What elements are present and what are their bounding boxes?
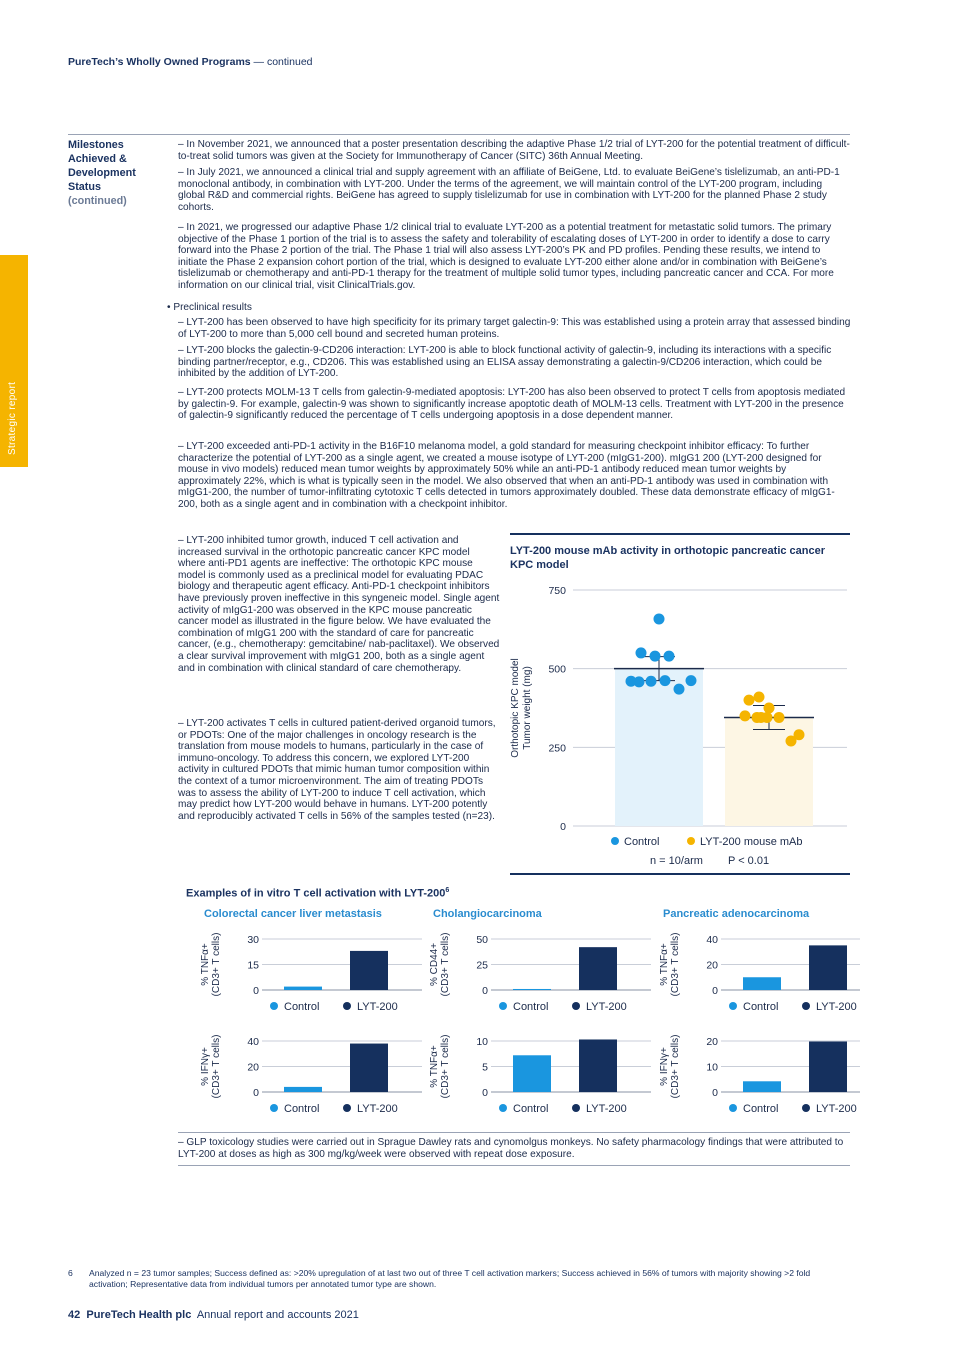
data-point: [636, 647, 647, 658]
data-point: [794, 729, 805, 740]
legend-lyt-swatch: [572, 1002, 580, 1010]
panel-heading: Cholangiocarcinoma: [433, 908, 542, 920]
y-tick-label: 0: [712, 985, 718, 997]
data-point: [740, 710, 751, 721]
page-header: [68, 56, 313, 68]
data-point: [674, 684, 685, 695]
paragraph-8: – LYT-200 inhibited tumor growth, induced T cell activation and increased survival in the orthotopic pancreatic cancer KPC model where anti-PD1 agents are ineffective: The orthotopic KPC mouse model is commonly used as a preclinical model for evaluating PDAC biology and therapeutic agent efficacy. Anti-PD-1 checkpoint inhibitors have previously proven ineffective in this syngeneic model. Single agent activity of mIgG1-200 was observed in the KPC mouse pancreatic cancer model as illustrated in the figure below. We have evaluated the combination of mIgG1 200 with the standard of care for pancreatic cancer, (e.g., chemotherapy: gemcitabine/ nab-paclitaxel). We observed a clear survival improvement with mIgG1 200, both as a single agent and in combination with clinical standard of care chemotherapy.: [178, 535, 500, 674]
y-axis-label: [659, 1035, 681, 1099]
y-axis-label-line2: (CD3+ T cells): [211, 1034, 222, 1099]
y-tick-label: 0: [712, 1087, 718, 1099]
footer-company: PureTech Health plc: [86, 1309, 192, 1321]
footnote-number: 6: [68, 1268, 73, 1278]
legend-control-swatch: [611, 837, 619, 845]
paragraph-4: – LYT-200 has been observed to have high specificity for its primary target galectin-9: This was established using a protein array that assessed binding of LYT-200 to more than 5,000 cell bound and secreted human proteins.: [178, 317, 851, 340]
side-tab-label: Strategic report: [7, 381, 18, 455]
data-point: [650, 651, 661, 662]
bar: [743, 1081, 781, 1092]
side-tab: [0, 255, 28, 467]
data-point: [754, 691, 765, 702]
paragraph-10: – GLP toxicology studies were carried out in Sprague Dawley rats and cynomolgus monkeys. No safety pharmacology findings that were attributed to LYT-200 at doses as high as 300 mg/kg/week were observed with repeat dose exposure.: [178, 1137, 844, 1160]
legend-lyt-label: LYT-200: [586, 1103, 627, 1115]
paragraph-5: – LYT-200 blocks the galectin-9-CD206 interaction: LYT-200 is able to block functional activity of galectin-9, including its interactions with a specific binding partner/receptor, e.g., CD206. This was established using an ELISA assay demonstrating a galectin-9/CD206 interaction, which could be inhibited by the addition of LYT-200.: [178, 345, 832, 380]
milestones-line2: Achieved &: [68, 153, 127, 165]
bar: [579, 1039, 617, 1092]
y-tick-label: 10: [476, 1036, 488, 1048]
legend-control-swatch: [499, 1104, 507, 1112]
mean-bar: [615, 669, 703, 826]
page-footer: [68, 1309, 359, 1321]
y-axis-label: [429, 933, 451, 997]
panel-heading: Pancreatic adenocarcinoma: [663, 908, 810, 920]
kpc-scatter-chart: [505, 575, 855, 875]
legend-control-label: Control: [624, 836, 660, 848]
footer-doc: Annual report and accounts 2021: [196, 1309, 359, 1321]
y-axis-label-line1: % TNFα+: [429, 1045, 440, 1088]
legend-control-swatch: [270, 1002, 278, 1010]
glp-rule-bottom: [178, 1165, 850, 1166]
header-title: PureTech’s Wholly Owned Programs: [68, 56, 251, 68]
bar: [350, 951, 388, 990]
paragraph-2: – In July 2021, we announced a clinical trial and supply agreement with an affiliate of BeiGene, Ltd. to evaluate BeiGene’s tislelizumab, an anti-PD-1 monoclonal antibody, in combination with LYT-200. Under the terms of the agreement, we will maintain control of the LYT-200 program, including global R&D and commercial rights. BeiGene has agreed to supply tislelizumab for use in combination with LYT-200 for the planned Phase 2 study cohorts.: [178, 167, 840, 213]
y-axis-label: [659, 933, 681, 997]
footnote: [68, 1268, 848, 1289]
legend-lyt-swatch: [343, 1002, 351, 1010]
legend-lyt-label: LYT-200: [816, 1103, 857, 1115]
y-axis-label-line1: % CD44+: [429, 942, 440, 987]
y-tick-label: 20: [706, 1036, 718, 1048]
y-tick-label: 40: [706, 934, 718, 946]
y-axis-label-line1: % IFNγ+: [659, 1047, 670, 1086]
n-note: n = 10/arm: [650, 855, 703, 867]
bar: [809, 1042, 847, 1092]
y-tick-label: 0: [253, 1087, 259, 1099]
y-axis-label-line2: (CD3+ T cells): [440, 932, 451, 997]
y-axis-label-line1: % IFNγ+: [200, 1047, 211, 1086]
legend-control-label: Control: [513, 1001, 549, 1013]
milestones-heading: [68, 138, 158, 208]
y-axis-label-line2: (CD3+ T cells): [670, 932, 681, 997]
legend-control-label: Control: [284, 1001, 320, 1013]
bar: [284, 1087, 322, 1092]
legend-lyt-label: LYT-200 mouse mAb: [700, 836, 803, 848]
bar: [513, 1055, 551, 1092]
legend-control-swatch: [729, 1104, 737, 1112]
data-point: [744, 695, 755, 706]
paragraph-1: – In November 2021, we announced that a poster presentation describing the adaptive Phase 1/2 trial of LYT-200 for the potential treatment of difficult-to-treat solid tumors was given at the Society for Immunotherapy of Cancer (SITC) 36th Annual Meeting.: [178, 139, 850, 162]
legend-control-label: Control: [743, 1001, 779, 1013]
y-axis-label-line2: (CD3+ T cells): [670, 1034, 681, 1099]
legend-lyt-swatch: [802, 1002, 810, 1010]
bar: [513, 989, 551, 990]
data-point: [654, 613, 665, 624]
legend-control-label: Control: [743, 1103, 779, 1115]
y-axis-label-line2: (CD3+ T cells): [440, 1034, 451, 1099]
chart1-bottom-rule: [510, 873, 850, 875]
legend-control-label: Control: [513, 1103, 549, 1115]
data-point: [686, 675, 697, 686]
legend-control-label: Control: [284, 1103, 320, 1115]
p-note: P < 0.01: [728, 855, 770, 867]
y-axis-label-line1: Orthotopic KPC model: [510, 658, 521, 758]
y-tick-label: 10: [706, 1061, 718, 1074]
legend-lyt-swatch: [343, 1104, 351, 1112]
y-tick-label: 15: [247, 959, 259, 972]
data-point: [634, 676, 645, 687]
paragraph-3: – In 2021, we progressed our adaptive Phase 1/2 clinical trial to evaluate LYT-200 as a potential treatment for metastatic solid tumors. The primary objective of the Phase 1 portion of the trial is to assess the safety and tolerability of escalating doses of LYT-200 in order to identify a dose to carry forward into the Phase 2 portion of the trial. The Phase 1 trial will also assess LYT-200’s PK and PD profiles. Pending these results, we intend to initiate the Phase 2 expansion cohort portion of the trial, which is designed to evaluate LYT-200 either alone and/or in combination with BeiGene’s tislelizumab or chemotherapy and anti-PD-1 therapy for the treatment of multiple solid tumor types, including pancreatic cancer and CCA. For more information on our clinical trial, visit ClinicalTrials.gov.: [178, 222, 834, 291]
header-continued: — continued: [253, 56, 313, 68]
legend-control-swatch: [499, 1002, 507, 1010]
legend-lyt-swatch: [802, 1104, 810, 1112]
y-axis-label-line2: (CD3+ T cells): [211, 932, 222, 997]
paragraph-6: – LYT-200 protects MOLM-13 T cells from galectin-9-mediated apoptosis: LYT-200 has also been observed to protect T cells from apoptosis mediated by galectin-9. For example, galectin-9 was shown to significantly increase apoptotic death of MOLM-13 cells. Treatment with LYT-200 in the presence of galectin-9 significantly reduced the percentage of T cells undergoing apoptosis in a dose dependent manner.: [178, 387, 846, 422]
y-tick-label: 5: [482, 1061, 488, 1074]
y-tick-label: 0: [560, 821, 566, 833]
paragraph-7: – LYT-200 exceeded anti-PD-1 activity in the B16F10 melanoma model, a gold standard for measuring checkpoint inhibitor efficacy: To further characterize the potential of LYT-200 as a single agent, we created a mouse isotype of LYT-200 (mIgG1-200). mIgG1 200 (LYT-200 designed for mouse in vivo models) reduced mean tumor weights by approximately 50% while an anti-PD-1 antibody reduced mean tumor weights by approximately 22%, which is what is typically seen in the model. We also observed that when an anti-PD-1 antibody was used in combination with mIgG1-200, the number of tumor-infiltrating cytotoxic T cells detected in tumors approximately doubled. These data demonstrate efficacy of mIgG1-200, both as a single agent and in combination with a checkpoint inhibitor.: [178, 441, 835, 510]
y-tick-label: 0: [482, 1087, 488, 1099]
kpc-chart-title: LYT-200 mouse mAb activity in orthotopic pancreatic cancer KPC model: [510, 545, 826, 571]
legend-lyt-label: LYT-200: [357, 1001, 398, 1013]
legend-lyt-swatch: [572, 1104, 580, 1112]
y-axis-label: [510, 658, 533, 758]
chart1-top-rule: [510, 533, 850, 535]
data-point: [664, 651, 675, 662]
bar: [743, 977, 781, 990]
y-tick-label: 20: [706, 959, 718, 972]
data-point: [646, 676, 657, 687]
y-axis-label-line1: % TNFα+: [200, 943, 211, 986]
bar: [350, 1044, 388, 1092]
legend-control-swatch: [270, 1104, 278, 1112]
y-tick-label: 25: [476, 959, 488, 972]
bar: [809, 945, 847, 990]
invitro-footnote-ref: 6: [445, 887, 450, 894]
data-point: [764, 703, 775, 714]
legend-lyt-label: LYT-200: [586, 1001, 627, 1013]
y-tick-label: 750: [548, 585, 566, 597]
data-point: [660, 675, 671, 686]
y-tick-label: 50: [476, 934, 488, 946]
milestones-line4: Status: [68, 181, 101, 193]
y-tick-label: 500: [548, 663, 566, 676]
y-tick-label: 40: [247, 1036, 259, 1048]
data-point: [752, 712, 763, 723]
invitro-title-text: Examples of in vitro T cell activation with LYT-200: [186, 887, 446, 900]
paragraph-9: – LYT-200 activates T cells in cultured patient-derived organoid tumors, or PDOTs: One of the major challenges in oncology research is the translation from mouse models to humans, particularly in the case of immuno-oncology. To address this concern, we explored LYT-200 activity in cultured PDOTs that mimic human tumor composition within the context of a tumor microenvironment. The aim of treating PDOTs was to assess the ability of LYT-200 to induce T cell activation, which may predict how LYT-200 would behave in humans. LYT-200 potently and reproducibly activated T cells in 56% of the samples tested (n=23).: [178, 718, 496, 822]
data-point: [762, 712, 773, 723]
y-axis-label: [200, 1035, 222, 1099]
y-tick-label: 0: [253, 985, 259, 997]
panel-heading: Colorectal cancer liver metastasis: [204, 908, 382, 920]
legend-lyt-label: LYT-200: [357, 1103, 398, 1115]
glp-rule-top: [178, 1132, 850, 1133]
y-axis-label: [200, 933, 222, 997]
milestones-sub: (continued): [68, 195, 127, 207]
y-axis-label: [429, 1035, 451, 1099]
y-tick-label: 30: [247, 934, 259, 946]
y-tick-label: 250: [548, 742, 566, 755]
y-tick-label: 20: [247, 1061, 259, 1074]
legend-control-swatch: [729, 1002, 737, 1010]
page-number: 42: [68, 1309, 81, 1321]
bar: [579, 947, 617, 990]
footnote-text: Analyzed n = 23 tumor samples; Success defined as: >20% upregulation of at last two out of three T cell activation markers; Success achieved in 56% of tumors with majority showing >2 fold activation; Representative data from individual tumors per annotated tumor type are shown.: [89, 1268, 811, 1289]
y-tick-label: 0: [482, 985, 488, 997]
legend-lyt-label: LYT-200: [816, 1001, 857, 1013]
legend-lyt-swatch: [687, 837, 695, 845]
data-point: [774, 712, 785, 723]
milestones-line1: Milestones: [68, 139, 124, 151]
y-axis-label-line2: Tumor weight (mg): [522, 666, 533, 750]
top-rule: [68, 134, 850, 135]
preclinical-bullet: • Preclinical results: [167, 302, 252, 313]
invitro-bar-charts: [180, 900, 860, 1125]
bar: [284, 987, 322, 990]
y-axis-label-line1: % TNFα+: [659, 943, 670, 986]
invitro-title: [186, 884, 449, 901]
milestones-line3: Development: [68, 167, 136, 179]
